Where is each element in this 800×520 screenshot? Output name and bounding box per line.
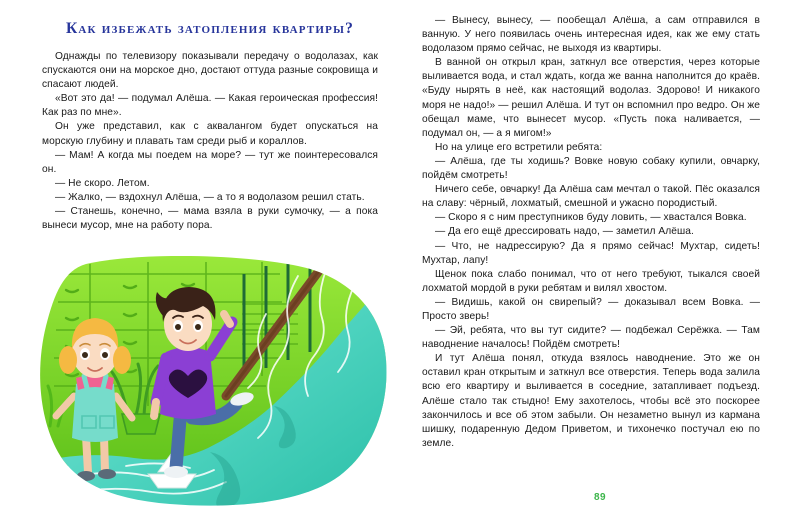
girl-pigtail-left xyxy=(59,346,77,374)
flooded-stairwell-illustration xyxy=(30,256,392,508)
right-page-body xyxy=(422,14,760,451)
paragraph: — Видишь, какой он свирепый? — доказывал всем Вовка. — Просто зверь! xyxy=(422,296,760,322)
paragraph: Щенок пока слабо понимал, что от него требуют, тыкался своей лохматой мордой в руки ребятам и вилял хвостом. xyxy=(422,268,760,294)
paragraph: — Жалко, — вздохнул Алёша, — а то я водолазом решил стать. xyxy=(55,191,365,203)
page-number: 89 xyxy=(593,492,607,503)
paragraph: — Станешь, конечно, — мама взяла в руки сумочку, — а пока вынеси мусор, мне на работу пора. xyxy=(42,206,378,232)
girl-pigtail-right xyxy=(113,346,131,374)
paragraph: В ванной он открыл кран, заткнул все отверстия, через которые выливается вода, и стал ждать, когда же ванна наполнится до краёв. «Буду нырять в неё, как настоящий водолаз. Здорово! И никакого моря не надо!» — решил Алёша. И тут он вспомнил про ведро. Он же обещал маме, что вынесет мусор. «Пусть пока наливается, — подумал он, — а я мигом!» xyxy=(422,57,760,139)
paragraph: Но на улице его встретили ребята: xyxy=(435,141,603,153)
paragraph: — Алёша, где ты ходишь? Вовке новую собаку купили, овчарку, пойдём смотреть! xyxy=(422,155,760,182)
paragraph: — Вынесу, вынесу, — пообещал Алёша, а сам отправился в ванную. У него появилась очень интересная идея, как же ему стать водолазом прямо сейчас, не выходя из квартиры. xyxy=(422,15,760,55)
paragraph: — Что, не надрессирую? Да я прямо сейчас! Мухтар, сидеть! Мухтар, лапу! xyxy=(422,240,760,266)
illustration-scene xyxy=(30,256,392,508)
paragraph: — Мам! А когда мы поедем на море? — тут же поинтересовался он. xyxy=(42,149,378,175)
paragraph: Он уже представил, как с аквалангом будет опускаться на морскую глубину и плавать там среди рыб и кораллов. xyxy=(42,121,378,147)
paragraph: — Скоро я с ним преступников буду ловить, — хвастался Вовка. xyxy=(435,212,747,224)
paragraph: «Вот это да! — подумал Алёша. — Какая героическая профессия! Как раз по мне». xyxy=(42,93,378,119)
paragraph: — Эй, ребята, что вы тут сидите? — подбежал Серёжка. — Там наводнение началось! Пойдём смотреть! xyxy=(422,325,760,351)
chapter-title: Как избежать затопления квартиры? xyxy=(65,20,355,37)
paragraph: — Да его ещё дрессировать надо, — заметил Алёша. xyxy=(435,226,694,238)
paragraph: И тут Алёша понял, откуда взялось наводнение. Это же он оставил кран открытым и заткнул все отверстия. Теперь вода залила всю его квартиру и выливается в соседние, затапливает подъезд. Алёше стало так стыдно! Ему захотелось, чтобы всё это поскорее закончилось и все об этом забыли. Он незаметно вынул из кармана шишку, подаренную Дедом Приветом, и тихонечко постучал ею по земле. xyxy=(422,353,760,449)
paragraph: Ничего себе, овчарку! Да Алёша сам мечтал о такой. Пёс оказался на славу: чёрный, лохматый, смешной и ужасно породистый. xyxy=(422,184,760,210)
paragraph: Однажды по телевизору показывали передачу о водолазах, как спускаются они на морское дно, достают оттуда разные сокровища и спасают людей. xyxy=(42,51,378,91)
paragraph: — Не скоро. Летом. xyxy=(55,177,150,189)
right-page xyxy=(400,0,800,520)
left-page-body xyxy=(42,50,378,233)
